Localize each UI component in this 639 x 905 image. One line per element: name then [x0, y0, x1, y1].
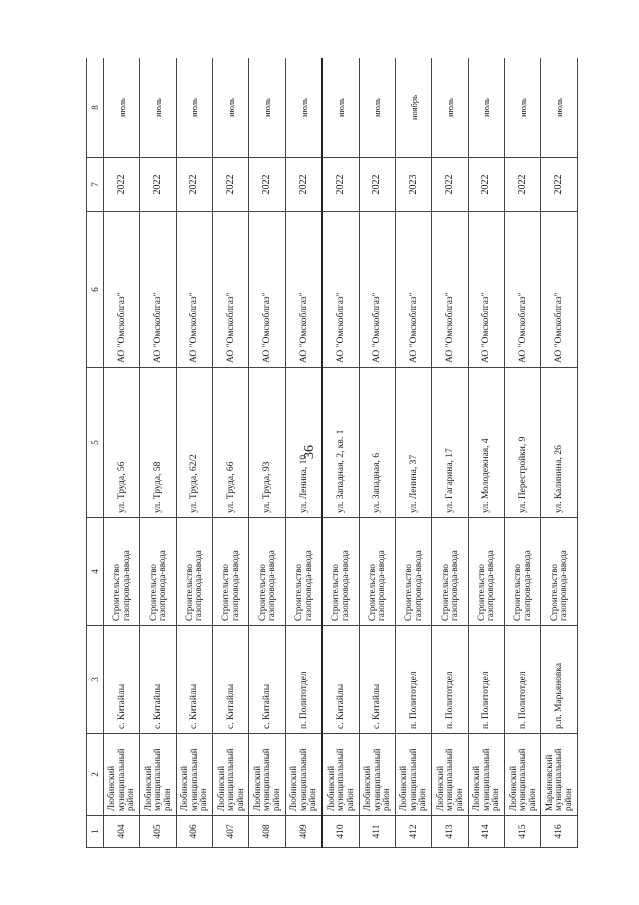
table-row	[396, 58, 432, 848]
cell-row-number: 408	[249, 816, 285, 848]
cell-settlement: с. Китайлы	[213, 626, 249, 734]
cell-row-number: 407	[213, 816, 249, 848]
page-number: 36	[302, 445, 317, 459]
cell-address: ул. Ленина, 10	[285, 368, 322, 518]
cell-row-number: 411	[359, 816, 395, 848]
cell-address: ул. Западная, 6	[359, 368, 395, 518]
cell-organization: АО "Омскоблгаз"	[104, 212, 140, 368]
cell-organization: АО "Омскоблгаз"	[213, 212, 249, 368]
cell-month: июль	[285, 58, 322, 158]
cell-district: Любинский муниципальный район	[285, 734, 322, 816]
cell-year: 2022	[176, 158, 212, 212]
cell-work-type: Строительство газопровода-ввода	[140, 518, 176, 626]
cell-year: 2022	[541, 158, 578, 212]
cell-organization: АО "Омскоблгаз"	[249, 212, 285, 368]
cell-address: ул. Калинина, 26	[541, 368, 578, 518]
table-header-row	[87, 58, 104, 848]
table-body	[104, 58, 578, 848]
cell-row-number: 416	[541, 816, 578, 848]
cell-organization: АО "Омскоблгаз"	[468, 212, 504, 368]
cell-organization: АО "Омскоблгаз"	[322, 212, 359, 368]
cell-address: ул. Молодежная, 4	[468, 368, 504, 518]
cell-organization: АО "Омскоблгаз"	[359, 212, 395, 368]
cell-district: Любинский муниципальный район	[140, 734, 176, 816]
cell-district: Любинский муниципальный район	[249, 734, 285, 816]
table-row	[541, 58, 578, 848]
cell-address: ул. Труда, 66	[213, 368, 249, 518]
cell-address: ул. Труда, 56	[104, 368, 140, 518]
table-row	[505, 58, 541, 848]
table-container	[86, 58, 578, 848]
cell-settlement: с. Китайлы	[322, 626, 359, 734]
cell-settlement: п. Политотдел	[468, 626, 504, 734]
table-row	[176, 58, 212, 848]
cell-year: 2022	[359, 158, 395, 212]
cell-settlement: п. Политотдел	[285, 626, 322, 734]
cell-settlement: п. Политотдел	[396, 626, 432, 734]
cell-year: 2022	[249, 158, 285, 212]
cell-month: июль	[359, 58, 395, 158]
cell-organization: АО "Омскоблгаз"	[432, 212, 468, 368]
cell-settlement: с. Китайлы	[104, 626, 140, 734]
column-header-6: 6	[87, 212, 104, 368]
table-row	[322, 58, 359, 848]
column-header-5: 5	[87, 368, 104, 518]
cell-row-number: 409	[285, 816, 322, 848]
cell-row-number: 414	[468, 816, 504, 848]
cell-district: Любинский муниципальный район	[505, 734, 541, 816]
cell-settlement: с. Китайлы	[359, 626, 395, 734]
cell-month: июль	[176, 58, 212, 158]
cell-organization: АО "Омскоблгаз"	[285, 212, 322, 368]
cell-district: Любинский муниципальный район	[396, 734, 432, 816]
cell-month: июль	[468, 58, 504, 158]
cell-year: 2023	[396, 158, 432, 212]
column-header-2: 2	[87, 734, 104, 816]
column-header-7: 7	[87, 158, 104, 212]
cell-district: Любинский муниципальный район	[432, 734, 468, 816]
column-header-4: 4	[87, 518, 104, 626]
table-row	[359, 58, 395, 848]
column-header-3: 3	[87, 626, 104, 734]
cell-month: июль	[104, 58, 140, 158]
cell-row-number: 412	[396, 816, 432, 848]
cell-work-type: Строительство газопровода-ввода	[432, 518, 468, 626]
cell-work-type: Строительство газопровода-ввода	[359, 518, 395, 626]
cell-month: июль	[249, 58, 285, 158]
cell-month: июль	[432, 58, 468, 158]
cell-work-type: Строительство газопровода-ввода	[213, 518, 249, 626]
cell-year: 2022	[468, 158, 504, 212]
cell-work-type: Строительство газопровода-ввода	[285, 518, 322, 626]
cell-address: ул. Перестройки, 9	[505, 368, 541, 518]
cell-work-type: Строительство газопровода-ввода	[322, 518, 359, 626]
cell-row-number: 413	[432, 816, 468, 848]
cell-settlement: п. Политотдел	[432, 626, 468, 734]
table-row	[468, 58, 504, 848]
cell-district: Любинский муниципальный район	[322, 734, 359, 816]
cell-work-type: Строительство газопровода-ввода	[468, 518, 504, 626]
cell-district: Любинский муниципальный район	[104, 734, 140, 816]
cell-settlement: р.п. Марьяновка	[541, 626, 578, 734]
cell-address: ул. Труда, 58	[140, 368, 176, 518]
cell-year: 2022	[505, 158, 541, 212]
table-row	[285, 58, 322, 848]
cell-row-number: 406	[176, 816, 212, 848]
cell-address: ул. Западная, 2, кв. 1	[322, 368, 359, 518]
cell-settlement: с. Китайлы	[176, 626, 212, 734]
cell-month: июль	[140, 58, 176, 158]
cell-settlement: п. Политотдел	[505, 626, 541, 734]
cell-organization: АО "Омскоблгаз"	[396, 212, 432, 368]
cell-year: 2022	[104, 158, 140, 212]
cell-organization: АО "Омскоблгаз"	[176, 212, 212, 368]
rotated-table-frame	[86, 58, 578, 848]
cell-address: ул. Гагарина, 17	[432, 368, 468, 518]
cell-settlement: с. Китайлы	[249, 626, 285, 734]
cell-year: 2022	[322, 158, 359, 212]
cell-month: ноябрь	[396, 58, 432, 158]
table-row	[140, 58, 176, 848]
cell-address: ул. Труда, 62/2	[176, 368, 212, 518]
column-header-1: 1	[87, 816, 104, 848]
cell-work-type: Строительство газопровода-ввода	[104, 518, 140, 626]
cell-month: июль	[322, 58, 359, 158]
cell-district: Марьяновский муниципальный район	[541, 734, 578, 816]
cell-settlement: с. Китайлы	[140, 626, 176, 734]
cell-address: ул. Труда, 93	[249, 368, 285, 518]
cell-row-number: 410	[322, 816, 359, 848]
cell-year: 2022	[285, 158, 322, 212]
cell-row-number: 404	[104, 816, 140, 848]
cell-district: Любинский муниципальный район	[468, 734, 504, 816]
cell-work-type: Строительство газопровода-ввода	[505, 518, 541, 626]
table-row	[432, 58, 468, 848]
cell-work-type: Строительство газопровода-ввода	[396, 518, 432, 626]
cell-year: 2022	[140, 158, 176, 212]
table-row	[104, 58, 140, 848]
cell-year: 2022	[432, 158, 468, 212]
cell-year: 2022	[213, 158, 249, 212]
cell-work-type: Строительство газопровода-ввода	[249, 518, 285, 626]
cell-district: Любинский муниципальный район	[176, 734, 212, 816]
table-row	[249, 58, 285, 848]
cell-month: июль	[505, 58, 541, 158]
cell-row-number: 405	[140, 816, 176, 848]
cell-organization: АО "Омскоблгаз"	[140, 212, 176, 368]
cell-month: июль	[213, 58, 249, 158]
cell-row-number: 415	[505, 816, 541, 848]
cell-work-type: Строительство газопровода-ввода	[176, 518, 212, 626]
cell-organization: АО "Омскоблгаз"	[505, 212, 541, 368]
cell-work-type: Строительство газопровода-ввода	[541, 518, 578, 626]
cell-district: Любинский муниципальный район	[213, 734, 249, 816]
cell-district: Любинский муниципальный район	[359, 734, 395, 816]
column-header-8: 8	[87, 58, 104, 158]
gas-pipeline-table	[86, 58, 578, 848]
cell-address: ул. Ленина, 37	[396, 368, 432, 518]
cell-organization: АО "Омскоблгаз"	[541, 212, 578, 368]
cell-month: июль	[541, 58, 578, 158]
table-row	[213, 58, 249, 848]
